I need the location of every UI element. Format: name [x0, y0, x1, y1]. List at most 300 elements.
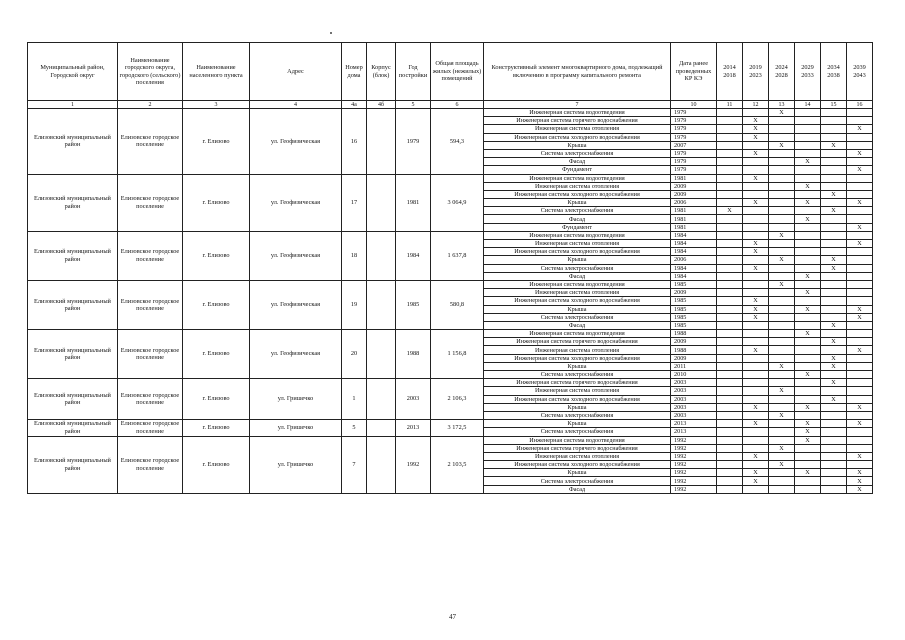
structural-element-cell: Инженерная система холодного водоснабжения: [484, 354, 671, 362]
street-cell: ул. Геофизическая: [250, 330, 342, 379]
period-mark-cell: [795, 166, 821, 174]
period-mark-cell: [717, 280, 743, 288]
period-mark-cell: [795, 354, 821, 362]
header-prev-repair-date: Дата ранее проведенных КР КЭ: [671, 43, 717, 101]
period-mark-cell: [821, 452, 847, 460]
period-mark-cell: [847, 248, 873, 256]
period-mark-cell: [847, 280, 873, 288]
structural-element-cell: Фасад: [484, 272, 671, 280]
period-mark-cell: [821, 477, 847, 485]
period-mark-cell: [717, 477, 743, 485]
prev-repair-date-cell: 1992: [671, 444, 717, 452]
period-mark-cell: X: [821, 207, 847, 215]
capital-repair-table: [27, 42, 873, 494]
prev-repair-date-cell: 1981: [671, 174, 717, 182]
period-mark-cell: [821, 371, 847, 379]
period-mark-cell: [821, 182, 847, 190]
period-mark-cell: [769, 371, 795, 379]
period-mark-cell: X: [795, 272, 821, 280]
street-cell: ул. Геофизическая: [250, 109, 342, 175]
structural-element-cell: Инженерная система горячего водоснабжения: [484, 117, 671, 125]
structural-element-cell: Инженерная система холодного водоснабжения: [484, 190, 671, 198]
house-number-cell: 19: [342, 280, 367, 329]
period-mark-cell: [743, 207, 769, 215]
period-mark-cell: [743, 485, 769, 493]
locality-cell: г. Елизово: [183, 420, 250, 436]
prev-repair-date-cell: 1979: [671, 166, 717, 174]
period-mark-cell: [821, 444, 847, 452]
period-mark-cell: [795, 256, 821, 264]
period-mark-cell: [769, 174, 795, 182]
page-number: 47: [449, 613, 456, 621]
structural-element-cell: Инженерная система отопления: [484, 387, 671, 395]
period-mark-cell: X: [847, 305, 873, 313]
street-cell: ул. Геофизическая: [250, 174, 342, 231]
period-mark-cell: [821, 469, 847, 477]
structural-element-cell: Крыша: [484, 469, 671, 477]
period-mark-cell: [769, 125, 795, 133]
period-mark-cell: [717, 215, 743, 223]
header-district: Муниципальный район, Городской округ: [28, 43, 118, 101]
prev-repair-date-cell: 2011: [671, 362, 717, 370]
period-mark-cell: X: [743, 297, 769, 305]
period-mark-cell: X: [847, 469, 873, 477]
period-mark-cell: [717, 403, 743, 411]
area-cell: 2 103,5: [431, 436, 484, 493]
district-cell: Елизовский муниципальный район: [28, 420, 118, 436]
period-mark-cell: X: [743, 264, 769, 272]
period-mark-cell: [717, 338, 743, 346]
period-mark-cell: [717, 264, 743, 272]
house-number-cell: 17: [342, 174, 367, 231]
period-mark-cell: [847, 117, 873, 125]
table-row: [28, 379, 873, 387]
structural-element-cell: Инженерная система отопления: [484, 452, 671, 460]
period-mark-cell: [743, 256, 769, 264]
period-mark-cell: [795, 248, 821, 256]
settlement-cell: Елизовское городское поселение: [118, 379, 183, 420]
house-number-cell: 16: [342, 109, 367, 175]
period-mark-cell: [795, 117, 821, 125]
period-mark-cell: X: [743, 125, 769, 133]
period-mark-cell: X: [795, 403, 821, 411]
period-mark-cell: [821, 411, 847, 419]
period-mark-cell: X: [743, 403, 769, 411]
period-mark-cell: [769, 321, 795, 329]
prev-repair-date-cell: 1981: [671, 215, 717, 223]
table-body: [28, 109, 873, 494]
period-mark-cell: [717, 109, 743, 117]
period-mark-cell: [795, 379, 821, 387]
structural-element-cell: Инженерная система водоотведения: [484, 436, 671, 444]
column-number: 4: [250, 101, 342, 109]
header-period: 2019 2023: [743, 43, 769, 101]
period-mark-cell: [769, 264, 795, 272]
period-mark-cell: [717, 395, 743, 403]
period-mark-cell: [743, 321, 769, 329]
period-mark-cell: [743, 289, 769, 297]
period-mark-cell: [769, 289, 795, 297]
period-mark-cell: [821, 215, 847, 223]
locality-cell: г. Елизово: [183, 174, 250, 231]
period-mark-cell: [847, 133, 873, 141]
period-mark-cell: [743, 330, 769, 338]
period-mark-cell: [821, 280, 847, 288]
period-mark-cell: [821, 199, 847, 207]
period-mark-cell: [795, 452, 821, 460]
period-mark-cell: [821, 231, 847, 239]
period-mark-cell: [717, 469, 743, 477]
period-mark-cell: X: [821, 141, 847, 149]
period-mark-cell: [795, 231, 821, 239]
period-mark-cell: X: [769, 109, 795, 117]
prev-repair-date-cell: 1979: [671, 158, 717, 166]
period-mark-cell: [847, 256, 873, 264]
period-mark-cell: X: [769, 362, 795, 370]
period-mark-cell: [821, 297, 847, 305]
period-mark-cell: [795, 149, 821, 157]
block-cell: [367, 231, 396, 280]
period-mark-cell: X: [847, 240, 873, 248]
period-mark-cell: [847, 109, 873, 117]
table-row: [28, 231, 873, 239]
period-mark-cell: [769, 346, 795, 354]
prev-repair-date-cell: 1984: [671, 272, 717, 280]
period-mark-cell: X: [743, 174, 769, 182]
period-mark-cell: [795, 346, 821, 354]
column-number: 1: [28, 101, 118, 109]
prev-repair-date-cell: 1979: [671, 117, 717, 125]
period-mark-cell: [795, 313, 821, 321]
structural-element-cell: Инженерная система водоотведения: [484, 330, 671, 338]
locality-cell: г. Елизово: [183, 379, 250, 420]
period-mark-cell: [743, 354, 769, 362]
period-mark-cell: [847, 207, 873, 215]
period-mark-cell: X: [847, 223, 873, 231]
period-mark-cell: [795, 174, 821, 182]
period-mark-cell: [717, 158, 743, 166]
period-mark-cell: [717, 411, 743, 419]
structural-element-cell: Фундамент: [484, 223, 671, 231]
house-number-cell: 20: [342, 330, 367, 379]
period-mark-cell: [717, 321, 743, 329]
prev-repair-date-cell: 2003: [671, 395, 717, 403]
period-mark-cell: X: [769, 411, 795, 419]
table-row: [28, 280, 873, 288]
period-mark-cell: [717, 485, 743, 493]
period-mark-cell: [743, 387, 769, 395]
period-mark-cell: X: [847, 125, 873, 133]
prev-repair-date-cell: 2013: [671, 420, 717, 428]
period-mark-cell: [795, 125, 821, 133]
period-mark-cell: [847, 395, 873, 403]
construction-year-cell: 1979: [396, 109, 431, 175]
prev-repair-date-cell: 1992: [671, 477, 717, 485]
period-mark-cell: [743, 338, 769, 346]
period-mark-cell: [769, 158, 795, 166]
period-mark-cell: [717, 297, 743, 305]
structural-element-cell: Крыша: [484, 420, 671, 428]
period-mark-cell: [847, 428, 873, 436]
period-mark-cell: [847, 379, 873, 387]
period-mark-cell: X: [743, 149, 769, 157]
period-mark-cell: [769, 190, 795, 198]
column-number: 4б: [367, 101, 396, 109]
area-cell: 1 156,8: [431, 330, 484, 379]
district-cell: Елизовский муниципальный район: [28, 231, 118, 280]
period-mark-cell: X: [743, 477, 769, 485]
column-number: 12: [743, 101, 769, 109]
period-mark-cell: [769, 477, 795, 485]
structural-element-cell: Инженерная система отопления: [484, 289, 671, 297]
period-mark-cell: X: [769, 141, 795, 149]
period-mark-cell: [743, 231, 769, 239]
structural-element-cell: Инженерная система холодного водоснабжения: [484, 133, 671, 141]
period-mark-cell: [769, 248, 795, 256]
period-mark-cell: [847, 354, 873, 362]
header-period: 2034 2038: [821, 43, 847, 101]
period-mark-cell: [717, 272, 743, 280]
structural-element-cell: Инженерная система холодного водоснабжения: [484, 297, 671, 305]
period-mark-cell: [821, 248, 847, 256]
period-mark-cell: [717, 117, 743, 125]
structural-element-cell: Инженерная система отопления: [484, 346, 671, 354]
district-cell: Елизовский муниципальный район: [28, 109, 118, 175]
period-mark-cell: [821, 149, 847, 157]
period-mark-cell: X: [795, 469, 821, 477]
construction-year-cell: 1988: [396, 330, 431, 379]
column-number: 3: [183, 101, 250, 109]
period-mark-cell: X: [743, 469, 769, 477]
period-mark-cell: [769, 379, 795, 387]
period-mark-cell: [717, 149, 743, 157]
prev-repair-date-cell: 1979: [671, 149, 717, 157]
prev-repair-date-cell: 1988: [671, 346, 717, 354]
period-mark-cell: X: [847, 420, 873, 428]
period-mark-cell: X: [769, 387, 795, 395]
period-mark-cell: [743, 141, 769, 149]
table-row: [28, 109, 873, 117]
period-mark-cell: X: [821, 321, 847, 329]
period-mark-cell: [743, 395, 769, 403]
block-cell: [367, 109, 396, 175]
structural-element-cell: Система электроснабжения: [484, 477, 671, 485]
period-mark-cell: X: [821, 190, 847, 198]
period-mark-cell: [769, 240, 795, 248]
period-mark-cell: [847, 264, 873, 272]
period-mark-cell: X: [821, 362, 847, 370]
period-mark-cell: [847, 411, 873, 419]
block-cell: [367, 280, 396, 329]
period-mark-cell: [769, 313, 795, 321]
period-mark-cell: [769, 428, 795, 436]
structural-element-cell: Система электроснабжения: [484, 264, 671, 272]
period-mark-cell: X: [743, 117, 769, 125]
house-number-cell: 18: [342, 231, 367, 280]
period-mark-cell: [743, 223, 769, 231]
settlement-cell: Елизовское городское поселение: [118, 280, 183, 329]
period-mark-cell: [743, 109, 769, 117]
structural-element-cell: Инженерная система водоотведения: [484, 174, 671, 182]
prev-repair-date-cell: 2009: [671, 338, 717, 346]
period-mark-cell: [821, 133, 847, 141]
settlement-cell: Елизовское городское поселение: [118, 420, 183, 436]
period-mark-cell: [717, 305, 743, 313]
period-mark-cell: [847, 174, 873, 182]
period-mark-cell: [743, 436, 769, 444]
prev-repair-date-cell: 1985: [671, 280, 717, 288]
period-mark-cell: X: [743, 420, 769, 428]
locality-cell: г. Елизово: [183, 231, 250, 280]
settlement-cell: Елизовское городское поселение: [118, 174, 183, 231]
period-mark-cell: [717, 461, 743, 469]
prev-repair-date-cell: 1992: [671, 452, 717, 460]
district-cell: Елизовский муниципальный район: [28, 280, 118, 329]
column-number: 11: [717, 101, 743, 109]
period-mark-cell: [743, 379, 769, 387]
period-mark-cell: [717, 379, 743, 387]
area-cell: 580,8: [431, 280, 484, 329]
street-cell: ул. Геофизическая: [250, 280, 342, 329]
column-number-row: [28, 101, 873, 109]
period-mark-cell: X: [847, 403, 873, 411]
period-mark-cell: [821, 387, 847, 395]
prev-repair-date-cell: 1988: [671, 330, 717, 338]
table-row: [28, 420, 873, 428]
construction-year-cell: 1992: [396, 436, 431, 493]
prev-repair-date-cell: 2007: [671, 141, 717, 149]
period-mark-cell: [717, 362, 743, 370]
period-mark-cell: [821, 485, 847, 493]
period-mark-cell: [717, 313, 743, 321]
structural-element-cell: Крыша: [484, 305, 671, 313]
period-mark-cell: [795, 485, 821, 493]
prev-repair-date-cell: 2003: [671, 411, 717, 419]
period-mark-cell: [795, 133, 821, 141]
period-mark-cell: [743, 444, 769, 452]
period-mark-cell: X: [795, 215, 821, 223]
period-mark-cell: [847, 182, 873, 190]
settlement-cell: Елизовское городское поселение: [118, 231, 183, 280]
prev-repair-date-cell: 1992: [671, 461, 717, 469]
prev-repair-date-cell: 1984: [671, 248, 717, 256]
period-mark-cell: [795, 387, 821, 395]
period-mark-cell: [769, 272, 795, 280]
locality-cell: г. Елизово: [183, 109, 250, 175]
period-mark-cell: [769, 207, 795, 215]
period-mark-cell: X: [821, 264, 847, 272]
period-mark-cell: [769, 354, 795, 362]
period-mark-cell: [821, 117, 847, 125]
period-mark-cell: [743, 215, 769, 223]
prev-repair-date-cell: 1979: [671, 133, 717, 141]
period-mark-cell: [743, 158, 769, 166]
prev-repair-date-cell: 2009: [671, 182, 717, 190]
period-mark-cell: [717, 436, 743, 444]
district-cell: Елизовский муниципальный район: [28, 436, 118, 493]
period-mark-cell: [717, 174, 743, 182]
period-mark-cell: [821, 174, 847, 182]
period-mark-cell: [769, 469, 795, 477]
period-mark-cell: X: [821, 379, 847, 387]
prev-repair-date-cell: 1992: [671, 469, 717, 477]
period-mark-cell: [717, 231, 743, 239]
period-mark-cell: X: [717, 207, 743, 215]
block-cell: [367, 420, 396, 436]
period-mark-cell: [769, 330, 795, 338]
prev-repair-date-cell: 1979: [671, 125, 717, 133]
period-mark-cell: [717, 444, 743, 452]
prev-repair-date-cell: 2003: [671, 379, 717, 387]
structural-element-cell: Фасад: [484, 158, 671, 166]
prev-repair-date-cell: 1992: [671, 436, 717, 444]
prev-repair-date-cell: 2010: [671, 371, 717, 379]
area-cell: 1 637,8: [431, 231, 484, 280]
construction-year-cell: 1981: [396, 174, 431, 231]
column-number: 6: [431, 101, 484, 109]
period-mark-cell: [769, 403, 795, 411]
structural-element-cell: Инженерная система холодного водоснабжения: [484, 395, 671, 403]
period-mark-cell: X: [743, 313, 769, 321]
header-address: Адрес: [250, 43, 342, 101]
structural-element-cell: Система электроснабжения: [484, 371, 671, 379]
period-mark-cell: [769, 166, 795, 174]
period-mark-cell: [795, 461, 821, 469]
period-mark-cell: X: [769, 280, 795, 288]
table-row: [28, 436, 873, 444]
period-mark-cell: [821, 428, 847, 436]
street-cell: ул. Гришечко: [250, 379, 342, 420]
period-mark-cell: [743, 362, 769, 370]
period-mark-cell: X: [847, 452, 873, 460]
period-mark-cell: [847, 158, 873, 166]
period-mark-cell: [769, 485, 795, 493]
period-mark-cell: [769, 436, 795, 444]
header-period: 2024 2028: [769, 43, 795, 101]
period-mark-cell: [769, 182, 795, 190]
column-number: 4а: [342, 101, 367, 109]
district-cell: Елизовский муниципальный район: [28, 174, 118, 231]
block-cell: [367, 330, 396, 379]
period-mark-cell: X: [847, 313, 873, 321]
street-cell: ул. Геофизическая: [250, 231, 342, 280]
structural-element-cell: Инженерная система горячего водоснабжения: [484, 379, 671, 387]
period-mark-cell: [847, 297, 873, 305]
period-mark-cell: [743, 280, 769, 288]
prev-repair-date-cell: 1985: [671, 321, 717, 329]
period-mark-cell: [821, 158, 847, 166]
period-mark-cell: [769, 133, 795, 141]
period-mark-cell: X: [795, 371, 821, 379]
period-mark-cell: X: [743, 305, 769, 313]
prev-repair-date-cell: 2009: [671, 190, 717, 198]
period-mark-cell: [821, 305, 847, 313]
structural-element-cell: Фасад: [484, 215, 671, 223]
period-mark-cell: [821, 272, 847, 280]
district-cell: Елизовский муниципальный район: [28, 379, 118, 420]
construction-year-cell: 1985: [396, 280, 431, 329]
period-mark-cell: [847, 231, 873, 239]
period-mark-cell: [717, 199, 743, 207]
prev-repair-date-cell: 1985: [671, 297, 717, 305]
structural-element-cell: Крыша: [484, 199, 671, 207]
period-mark-cell: [821, 403, 847, 411]
period-mark-cell: [717, 346, 743, 354]
column-number: 2: [118, 101, 183, 109]
period-mark-cell: [821, 330, 847, 338]
period-mark-cell: [743, 371, 769, 379]
period-mark-cell: [743, 190, 769, 198]
